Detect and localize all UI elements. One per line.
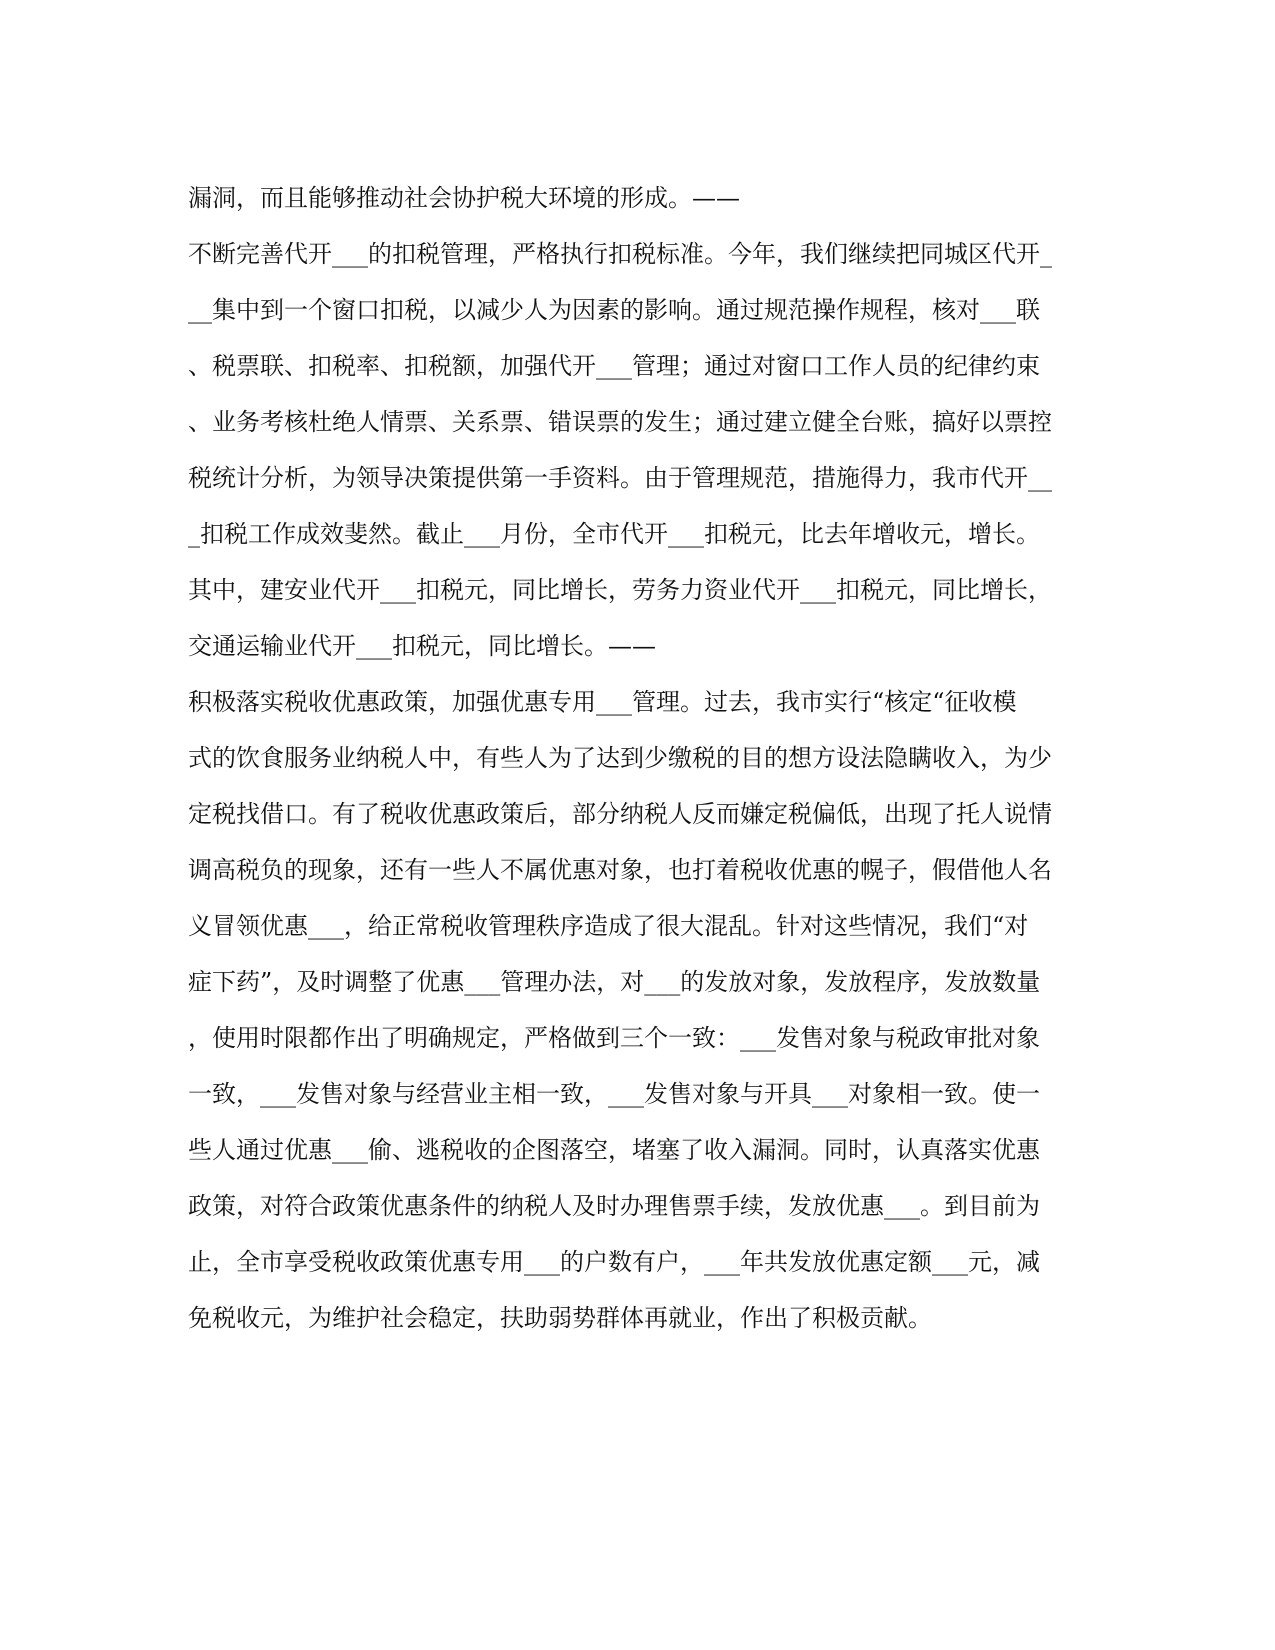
text-line: 式的饮食服务业纳税人中，有些人为了达到少缴税的目的想方设法隐瞒收入，为少: [188, 744, 1052, 772]
text-line: 调高税负的现象，还有一些人不属优惠对象，也打着税收优惠的幌子，假借他人名: [188, 856, 1052, 884]
text-line: 免税收元，为维护社会稳定，扶助弱势群体再就业，作出了积极贡献。: [188, 1304, 932, 1332]
text-line: 税统计分析，为领导决策提供第一手资料。由于管理规范，措施得力，我市代开__: [188, 464, 1052, 492]
text-line: 政策，对符合政策优惠条件的纳税人及时办理售票手续，发放优惠___。到目前为: [188, 1192, 1040, 1220]
text-line: 定税找借口。有了税收优惠政策后，部分纳税人反而嫌定税偏低，出现了托人说情: [188, 800, 1052, 828]
text-line: 、业务考核杜绝人情票、关系票、错误票的发生；通过建立健全台账，搞好以票控: [188, 408, 1052, 436]
text-line: 、税票联、扣税率、扣税额，加强代开___管理；通过对窗口工作人员的纪律约束: [188, 352, 1040, 380]
text-line: _扣税工作成效斐然。截止___月份，全市代开___扣税元，比去年增收元，增长。: [188, 520, 1040, 548]
text-line: 症下药”，及时调整了优惠___管理办法，对___的发放对象，发放程序，发放数量: [188, 968, 1041, 996]
text-line: ，使用时限都作出了明确规定，严格做到三个一致：___发售对象与税政审批对象: [188, 1024, 1040, 1052]
text-line: 一致，___发售对象与经营业主相一致，___发售对象与开具___对象相一致。使一: [188, 1080, 1040, 1108]
text-line: 其中，建安业代开___扣税元，同比增长，劳务力资业代开___扣税元，同比增长，: [188, 576, 1052, 604]
body-text: [188, 170, 1088, 1346]
text-line: 不断完善代开___的扣税管理，严格执行扣税标准。今年，我们继续把同城区代开_: [188, 240, 1052, 268]
text-line: 交通运输业代开___扣税元，同比增长。——: [188, 632, 656, 660]
text-line: __集中到一个窗口扣税，以减少人为因素的影响。通过规范操作规程，核对___联: [188, 296, 1040, 324]
text-line: 止，全市享受税收政策优惠专用___的户数有户，___年共发放优惠定额___元，减: [188, 1248, 1040, 1276]
text-line: 漏洞，而且能够推动社会协护税大环境的形成。——: [188, 184, 740, 212]
text-line: 些人通过优惠___偷、逃税收的企图落空，堵塞了收入漏洞。同时，认真落实优惠: [188, 1136, 1040, 1164]
text-line: 义冒领优惠___，给正常税收管理秩序造成了很大混乱。针对这些情况，我们“对: [188, 912, 1029, 940]
text-line: 积极落实税收优惠政策，加强优惠专用___管理。过去，我市实行“核定“征收模: [188, 688, 1017, 716]
